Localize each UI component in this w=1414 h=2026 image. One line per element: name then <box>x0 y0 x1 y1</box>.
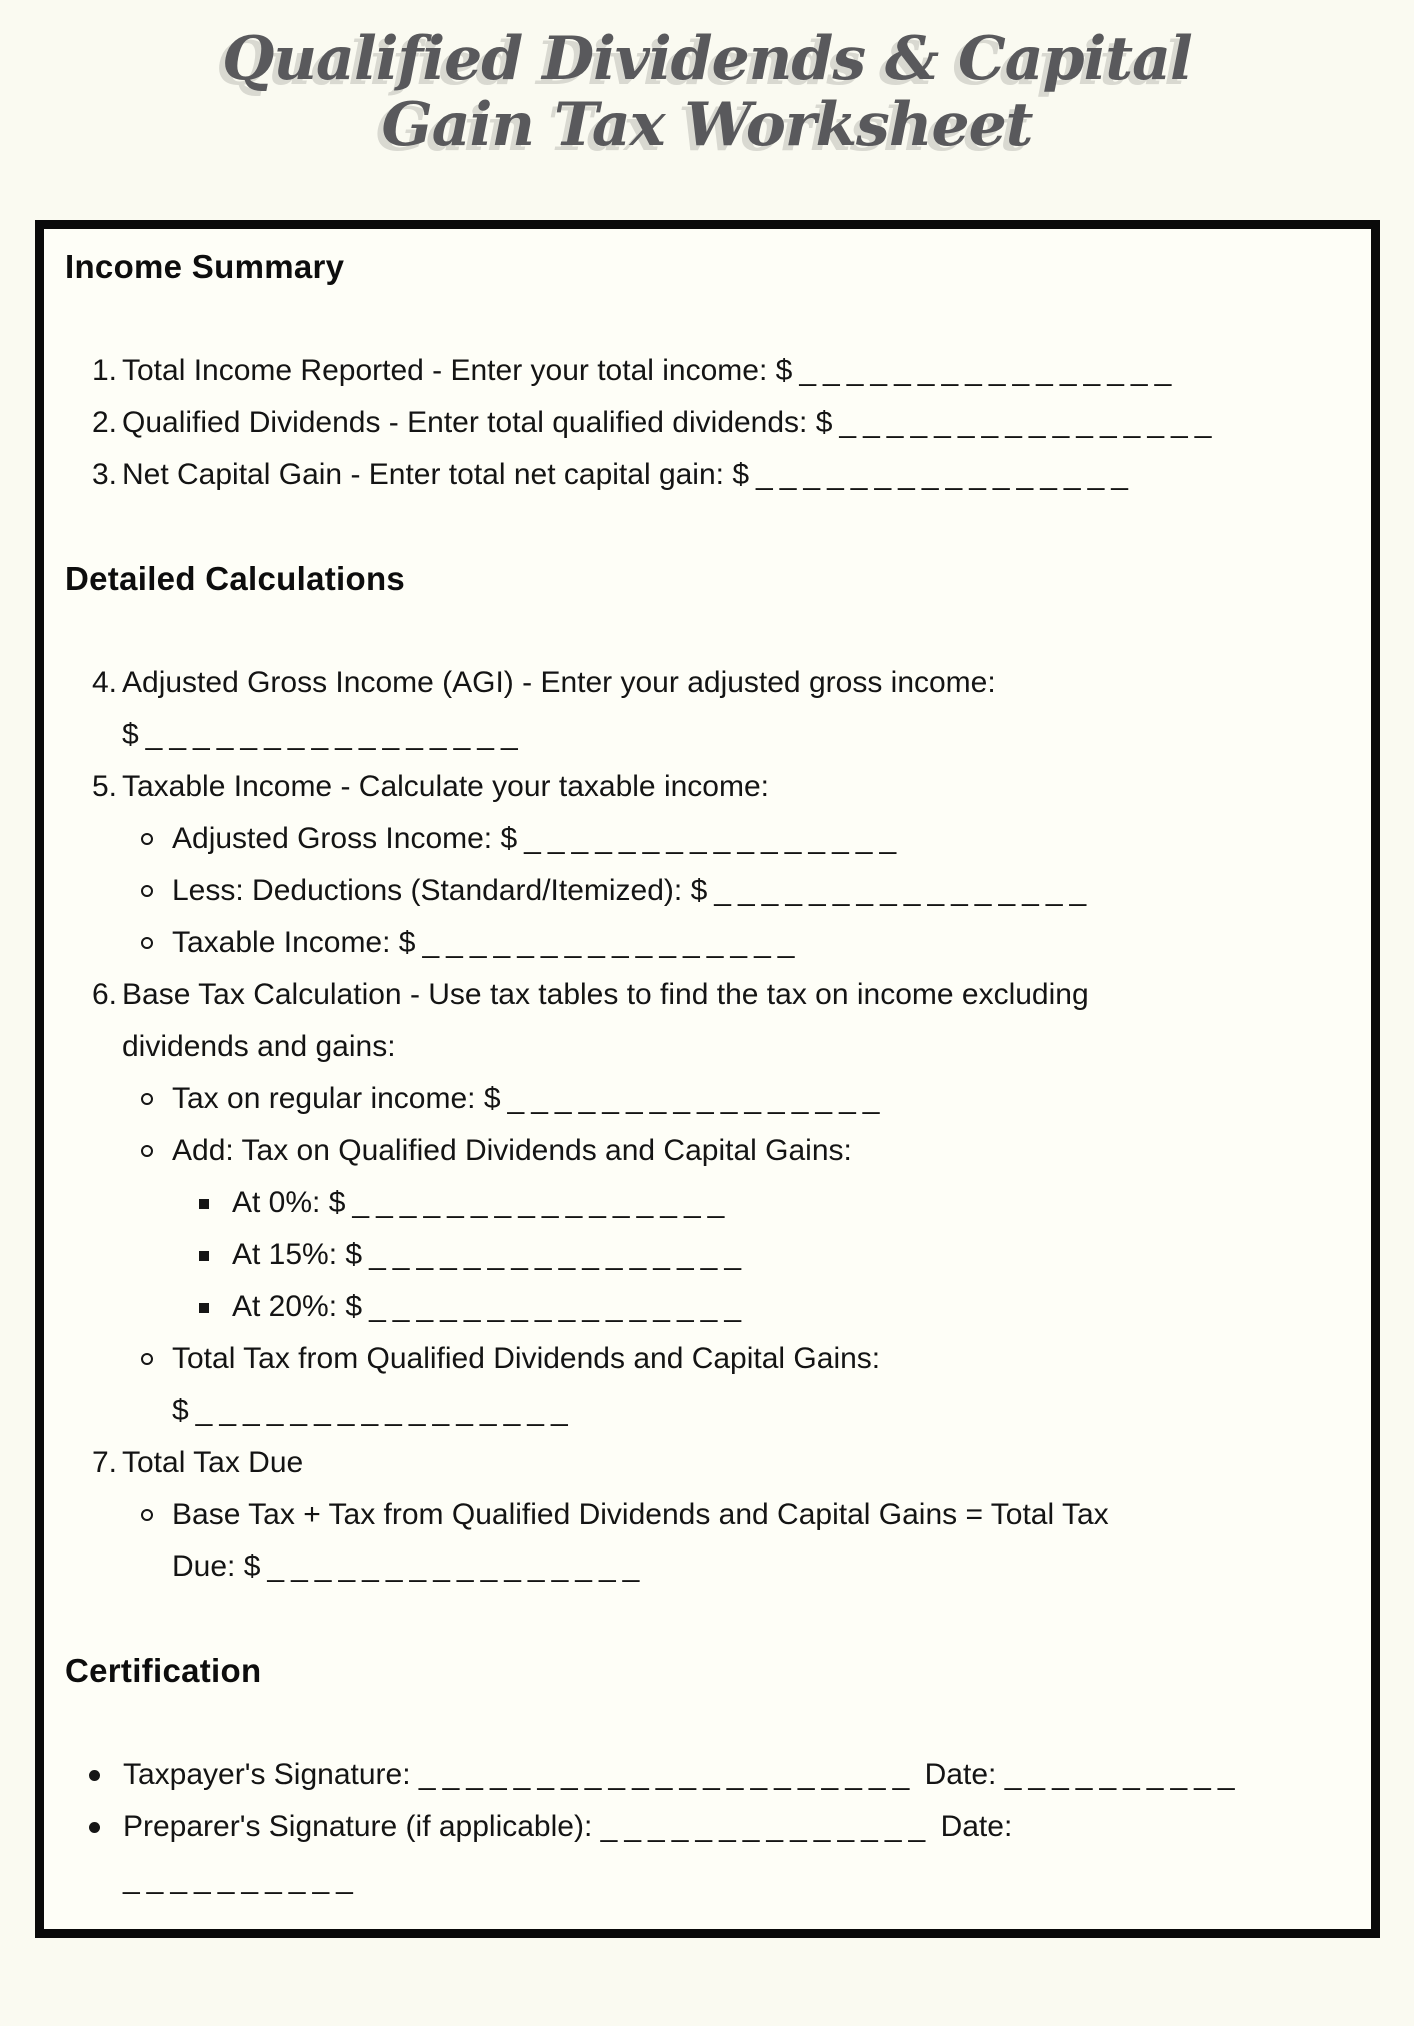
amount-blank: $________________ <box>690 874 1094 907</box>
dot-bullet-icon <box>89 1822 100 1833</box>
item-label-line-1: Base Tax Calculation - Use tax tables to find the tax on income excluding <box>122 978 1089 1011</box>
circle-bullet-icon <box>141 1509 153 1521</box>
item-label: Net Capital Gain - Enter total net capital gain: <box>122 458 724 491</box>
circle-bullet-icon <box>141 937 153 949</box>
amount-blank: $________________ <box>483 1082 887 1115</box>
square-bullet-icon <box>199 1199 209 1209</box>
circle-bullet-icon <box>141 1353 153 1365</box>
income-summary-heading: Income Summary <box>65 248 345 285</box>
circle-bullet-icon <box>141 885 153 897</box>
subitem-label-line-2 <box>172 1541 1347 1593</box>
subitem-label: Taxable Income: <box>172 926 391 959</box>
subitem-total-tax-formula <box>65 1489 1347 1593</box>
title-line-2: Gain Tax Worksheet <box>381 90 1033 160</box>
worksheet-box <box>35 220 1380 1938</box>
amount-blank: $________________ <box>398 926 802 959</box>
rate-item-0-percent <box>65 1177 1347 1229</box>
item-total-tax-due <box>65 1437 1347 1489</box>
square-bullet-icon <box>199 1251 209 1261</box>
signature-label: Taxpayer's Signature: <box>123 1758 411 1791</box>
title-line-1: Qualified Dividends & Capital <box>222 24 1192 94</box>
item-number: 2. <box>92 406 118 439</box>
item-qualified-dividends <box>65 397 1347 449</box>
taxpayer-signature-line <box>65 1749 1347 1801</box>
amount-blank: $________________ <box>500 822 904 855</box>
item-label: Total Income Reported - Enter your total income: <box>122 354 768 387</box>
amount-blank: $________________ <box>243 1550 647 1583</box>
date-label: Date: <box>924 1758 997 1791</box>
subitem-add-tax-qualified <box>65 1125 1347 1177</box>
detailed-calculations-heading: Detailed Calculations <box>65 560 406 597</box>
rate-label: At 15%: <box>232 1238 338 1271</box>
item-number: 1. <box>92 354 118 387</box>
worksheet-title <box>0 26 1414 158</box>
amount-blank: $________________ <box>328 1186 732 1219</box>
item-agi <box>65 657 1347 761</box>
signature-blank: _____________________ <box>418 1758 917 1791</box>
date-label: Date: <box>940 1810 1013 1843</box>
due-label: Due: <box>172 1550 236 1583</box>
circle-bullet-icon <box>141 1093 153 1105</box>
amount-blank: $________________ <box>732 458 1135 491</box>
subitem-tax-on-regular-income <box>65 1073 1347 1125</box>
subitem-label: Less: Deductions (Standard/Itemized): <box>172 874 683 907</box>
item-label: Total Tax Due <box>122 1446 304 1479</box>
square-bullet-icon <box>199 1303 209 1313</box>
item-base-tax-calculation <box>65 969 1347 1073</box>
subitem-label: Adjusted Gross Income: <box>172 822 493 855</box>
subitem-label: Tax on regular income: <box>172 1082 476 1115</box>
subitem-label: Total Tax from Qualified Dividends and Capital Gains: <box>172 1342 881 1375</box>
signature-blank: ______________ <box>600 1810 933 1843</box>
rate-item-20-percent <box>65 1281 1347 1333</box>
amount-blank: $________________ <box>815 406 1219 439</box>
detailed-calculations-list <box>65 657 1347 1593</box>
item-label: Taxable Income - Calculate your taxable income: <box>122 770 769 803</box>
item-label: Adjusted Gross Income (AGI) - Enter your adjusted gross income: <box>122 666 996 699</box>
amount-blank: $________________ <box>345 1290 749 1323</box>
item-label: Qualified Dividends - Enter total qualified dividends: <box>122 406 808 439</box>
subitem-taxable-income <box>65 917 1347 969</box>
amount-blank: $________________ <box>172 1394 575 1427</box>
worksheet-page <box>0 26 1414 1938</box>
amount-blank: $________________ <box>122 718 525 751</box>
rate-label: At 20%: <box>232 1290 338 1323</box>
dot-bullet-icon <box>89 1770 100 1781</box>
certification-list <box>65 1749 1347 1905</box>
item-net-capital-gain <box>65 449 1347 501</box>
subitem-total-tax-qualified <box>65 1333 1347 1437</box>
item-number: 7. <box>92 1446 118 1479</box>
amount-blank: $________________ <box>775 354 1179 387</box>
item-label-line-2: dividends and gains: <box>122 1030 396 1063</box>
rate-item-15-percent <box>65 1229 1347 1281</box>
subitem-adjusted-gross-income <box>65 813 1347 865</box>
item-number: 3. <box>92 458 118 491</box>
date-blank: __________ <box>1004 1758 1242 1791</box>
circle-bullet-icon <box>141 1145 153 1157</box>
date-blank: __________ <box>123 1862 360 1895</box>
item-total-income <box>65 345 1347 397</box>
signature-label: Preparer's Signature (if applicable): <box>123 1810 593 1843</box>
rate-label: At 0%: <box>232 1186 321 1219</box>
certification-heading: Certification <box>65 1652 262 1689</box>
income-summary-list <box>65 345 1347 501</box>
item-taxable-income <box>65 761 1347 813</box>
item-number: 6. <box>92 978 118 1011</box>
subitem-label-line-1: Base Tax + Tax from Qualified Dividends and Capital Gains = Total Tax <box>172 1498 1109 1531</box>
subitem-label: Add: Tax on Qualified Dividends and Capital Gains: <box>172 1134 852 1167</box>
item-number: 5. <box>92 770 118 803</box>
amount-blank: $________________ <box>345 1238 749 1271</box>
circle-bullet-icon <box>141 833 153 845</box>
item-number: 4. <box>92 666 118 699</box>
subitem-less-deductions <box>65 865 1347 917</box>
preparer-signature-line <box>65 1801 1347 1905</box>
